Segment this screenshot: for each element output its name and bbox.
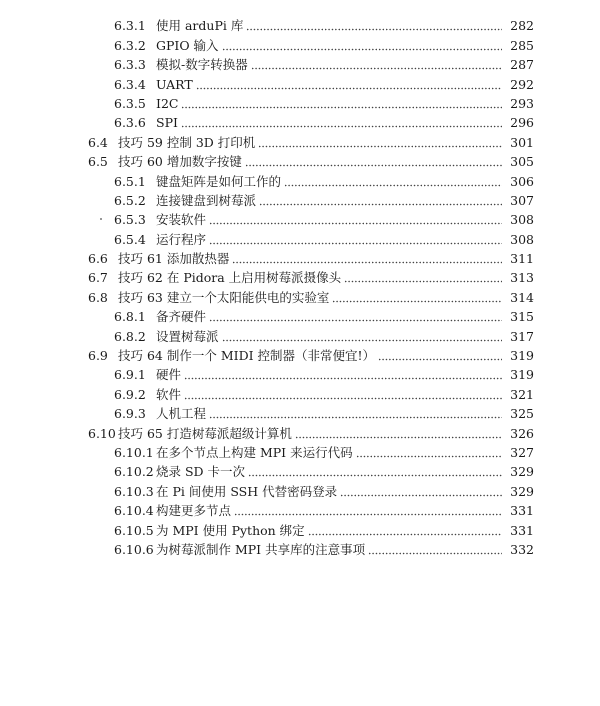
toc-entry-title: I2C	[156, 95, 179, 111]
toc-entry[interactable]	[0, 150, 600, 169]
dot-leader	[332, 293, 502, 303]
toc-entry-title: 技巧 65 打造树莓派超级计算机	[118, 425, 292, 441]
toc-entry-title: SPI	[156, 115, 178, 131]
toc-entry-number: 6.4	[88, 134, 108, 150]
toc-entry-page-number: 308	[510, 212, 534, 228]
toc-entry-page-number: 293	[510, 95, 534, 111]
toc-entry-page-number: 325	[510, 406, 534, 422]
toc-entry-title: 技巧 64 制作一个 MIDI 控制器（非常便宜!）	[118, 348, 376, 364]
toc-entry-number: 6.8	[88, 289, 108, 305]
toc-entry-number: 6.3.2	[114, 37, 146, 53]
toc-entry-page-number: 315	[510, 309, 534, 325]
toc-entry[interactable]	[0, 421, 600, 440]
toc-entry[interactable]	[0, 227, 600, 246]
toc-entry-title: 技巧 62 在 Pidora 上启用树莓派摄像头	[118, 270, 342, 286]
dot-leader	[232, 254, 502, 264]
dot-leader	[368, 545, 502, 555]
toc-entry-number: 6.5	[88, 154, 108, 170]
toc-entry-number: 6.10.1	[114, 444, 154, 460]
toc-entry-title: 技巧 60 增加数字按键	[118, 154, 242, 170]
toc-entry-number: 6.5.1	[114, 173, 146, 189]
toc-entry[interactable]	[0, 518, 600, 537]
toc-entry-title: 使用 arduPi 库	[156, 18, 244, 34]
dot-leader	[308, 526, 502, 536]
toc-entry[interactable]	[0, 189, 600, 208]
dot-leader	[181, 118, 502, 128]
toc-entry-title: 连接键盘到树莓派	[156, 192, 257, 208]
dot-leader	[222, 41, 502, 51]
toc-entry[interactable]	[0, 460, 600, 479]
toc-entry-number: 6.8.2	[114, 328, 146, 344]
toc-entry-title: 在 Pi 间使用 SSH 代替密码登录	[156, 483, 338, 499]
toc-entry-title: 烧录 SD 卡一次	[156, 464, 246, 480]
toc-entry-page-number: 329	[510, 483, 534, 499]
toc-entry-page-number: 296	[510, 115, 534, 131]
dot-leader	[245, 157, 502, 167]
toc-entry-page-number: 332	[510, 541, 534, 557]
toc-entry[interactable]	[0, 479, 600, 498]
toc-entry-page-number: 321	[510, 386, 534, 402]
toc-entry-page-number: 307	[510, 192, 534, 208]
toc-entry-number: 6.9.1	[114, 367, 146, 383]
toc-entry-title: GPIO 输入	[156, 37, 219, 53]
toc-entry-number: 6.3.5	[114, 95, 146, 111]
toc-entry-page-number: 306	[510, 173, 534, 189]
toc-entry-number: 6.6	[88, 251, 108, 267]
dot-leader	[246, 21, 502, 31]
dot-leader	[378, 351, 502, 361]
toc-entry-number: 6.10.6	[114, 541, 154, 557]
toc-entry-number: 6.3.6	[114, 115, 146, 131]
toc-entry-page-number: 292	[510, 76, 534, 92]
table-of-contents	[0, 14, 600, 557]
toc-entry-title: 为树莓派制作 MPI 共享库的注意事项	[156, 541, 366, 557]
dot-leader	[184, 390, 502, 400]
toc-entry-number: 6.9.3	[114, 406, 146, 422]
toc-entry-number: 6.3.1	[114, 18, 146, 34]
toc-entry-page-number: 305	[510, 154, 534, 170]
toc-entry-number: 6.5.3	[114, 212, 146, 228]
toc-entry-title: 人机工程	[156, 406, 207, 422]
toc-entry-number: 6.5.4	[114, 231, 146, 247]
toc-entry[interactable]	[0, 72, 600, 91]
dot-leader	[184, 370, 502, 380]
toc-entry-title: 为 MPI 使用 Python 绑定	[156, 522, 305, 538]
toc-entry-number: 6.8.1	[114, 309, 146, 325]
toc-entry-title: 技巧 61 添加散热器	[118, 251, 230, 267]
toc-entry[interactable]	[0, 363, 600, 382]
dot-leader	[284, 177, 502, 187]
toc-entry[interactable]	[0, 169, 600, 188]
toc-entry-number: 6.3.4	[114, 76, 146, 92]
toc-entry[interactable]	[0, 324, 600, 343]
toc-entry[interactable]	[0, 538, 600, 557]
toc-entry-number: 6.9	[88, 348, 108, 364]
toc-entry-number: 6.10.4	[114, 503, 154, 519]
stray-mark	[100, 218, 102, 220]
toc-entry-number: 6.5.2	[114, 192, 146, 208]
dot-leader	[344, 273, 502, 283]
toc-entry-title: 键盘矩阵是如何工作的	[156, 173, 282, 189]
toc-entry-title: 备齐硬件	[156, 309, 207, 325]
toc-entry-title: 技巧 59 控制 3D 打印机	[118, 134, 256, 150]
toc-entry-page-number: 285	[510, 37, 534, 53]
toc-entry-number: 6.10.3	[114, 483, 154, 499]
toc-entry-number: 6.7	[88, 270, 108, 286]
toc-entry-number: 6.10.2	[114, 464, 154, 480]
toc-entry-number: 6.9.2	[114, 386, 146, 402]
dot-leader	[222, 332, 502, 342]
toc-entry-title: 构建更多节点	[156, 503, 232, 519]
toc-entry-number: 6.10	[88, 425, 116, 441]
toc-entry-page-number: 329	[510, 464, 534, 480]
toc-entry[interactable]	[0, 344, 600, 363]
toc-entry-title: 设置树莓派	[156, 328, 219, 344]
toc-entry-number: 6.10.5	[114, 522, 154, 538]
toc-entry-page-number: 287	[510, 57, 534, 73]
toc-entry-page-number: 319	[510, 348, 534, 364]
dot-leader	[356, 448, 502, 458]
toc-entry[interactable]	[0, 402, 600, 421]
toc-entry[interactable]	[0, 499, 600, 518]
dot-leader	[209, 215, 502, 225]
toc-entry-page-number: 308	[510, 231, 534, 247]
toc-entry-page-number: 327	[510, 444, 534, 460]
toc-entry-title: 安装软件	[156, 212, 207, 228]
dot-leader	[209, 235, 502, 245]
toc-entry[interactable]	[0, 247, 600, 266]
toc-entry-number: 6.3.3	[114, 57, 146, 73]
toc-entry[interactable]	[0, 53, 600, 72]
toc-entry[interactable]	[0, 305, 600, 324]
toc-entry[interactable]	[0, 130, 600, 149]
toc-entry-page-number: 313	[510, 270, 534, 286]
toc-entry-page-number: 314	[510, 289, 534, 305]
dot-leader	[181, 99, 502, 109]
toc-entry[interactable]	[0, 92, 600, 111]
toc-entry[interactable]	[0, 33, 600, 52]
toc-entry-page-number: 331	[510, 503, 534, 519]
toc-entry-page-number: 326	[510, 425, 534, 441]
dot-leader	[196, 80, 502, 90]
toc-entry-title: 技巧 63 建立一个太阳能供电的实验室	[118, 289, 330, 305]
toc-entry-title: 软件	[156, 386, 182, 402]
toc-entry[interactable]	[0, 208, 600, 227]
dot-leader	[259, 196, 502, 206]
dot-leader	[295, 429, 502, 439]
toc-entry[interactable]	[0, 266, 600, 285]
toc-entry-title: UART	[156, 76, 193, 92]
dot-leader	[234, 506, 502, 516]
dot-leader	[209, 312, 502, 322]
toc-entry[interactable]	[0, 382, 600, 401]
toc-entry[interactable]	[0, 14, 600, 33]
toc-entry-page-number: 317	[510, 328, 534, 344]
toc-entry[interactable]	[0, 111, 600, 130]
toc-entry-page-number: 319	[510, 367, 534, 383]
toc-entry[interactable]	[0, 441, 600, 460]
toc-entry-page-number: 311	[510, 251, 534, 267]
toc-entry-page-number: 282	[510, 18, 534, 34]
dot-leader	[340, 487, 502, 497]
dot-leader	[258, 138, 502, 148]
toc-entry-title: 运行程序	[156, 231, 207, 247]
toc-entry-title: 模拟-数字转换器	[156, 57, 248, 73]
toc-entry-page-number: 301	[510, 134, 534, 150]
dot-leader	[251, 60, 502, 70]
dot-leader	[209, 409, 502, 419]
toc-entry-title: 硬件	[156, 367, 182, 383]
toc-entry[interactable]	[0, 285, 600, 304]
toc-entry-title: 在多个节点上构建 MPI 来运行代码	[156, 444, 353, 460]
toc-entry-page-number: 331	[510, 522, 534, 538]
dot-leader	[248, 467, 502, 477]
